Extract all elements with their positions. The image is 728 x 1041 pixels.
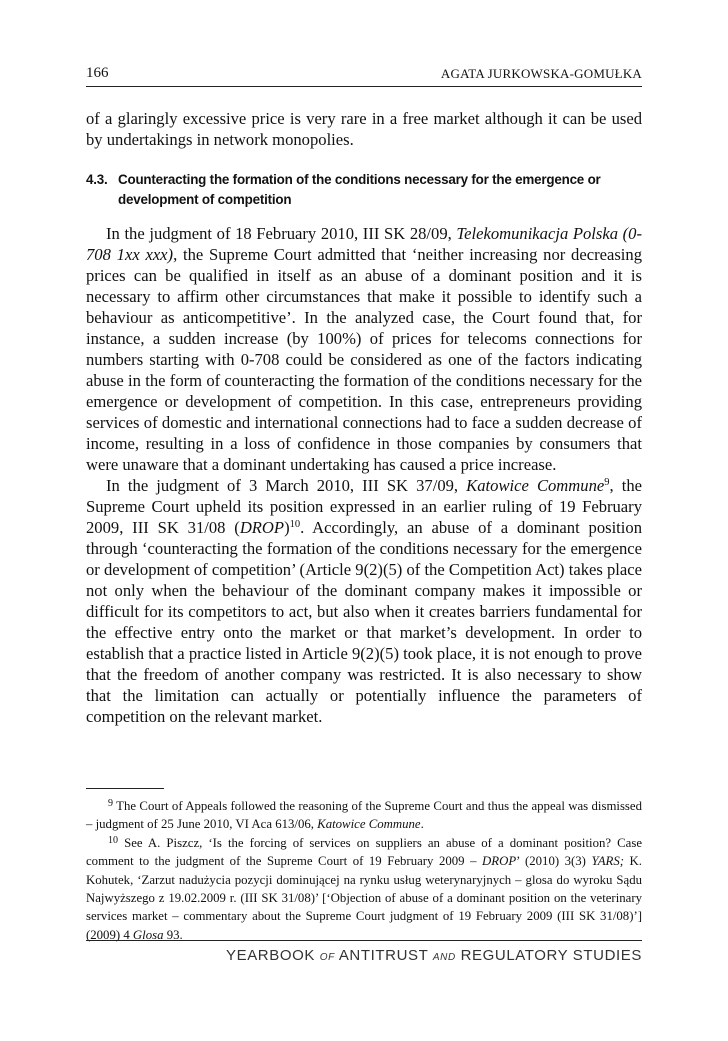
- running-author: AGATA JURKOWSKA-GOMUŁKA: [440, 66, 642, 81]
- para2-text-b: , the Supreme Court upheld its position expressed in an earlier ruling of 19 February 2009, III SK 31/08 (: [86, 476, 642, 537]
- footnote-10-text-d: 93.: [163, 927, 183, 942]
- footnote-9-text-a: The Court of Appeals followed the reasoning of the Supreme Court and thus the appeal was dismissed – judgment of 25 June 2010, VI Aca 613/06,: [86, 799, 642, 832]
- main-text: [86, 108, 642, 727]
- footer-word-yearbook: YEARBOOK: [225, 947, 315, 964]
- footer-word-antitrust: ANTITRUST: [338, 947, 429, 964]
- paragraph-telekomunikacja: [86, 223, 642, 475]
- para2-text-c: ): [284, 518, 290, 537]
- footnote-10-drop: DROP: [482, 854, 517, 869]
- case-name-katowice: Katowice Commune: [466, 476, 605, 495]
- footnote-separator: [86, 788, 164, 789]
- footnote-10-number: 10: [108, 834, 118, 846]
- footnote-10-text-a: See A. Piszcz, ‘Is the forcing of services on suppliers an abuse of a dominant position? Case comment to the judgment of the Supreme Court of 19 February 2009 –: [86, 835, 642, 869]
- para1-text-a: In the judgment of 18 February 2010, III SK 28/09,: [106, 224, 457, 243]
- footnote-ref-9[interactable]: 9: [604, 477, 610, 488]
- footnote-10-text-c: K. Kohutek, ‘Zarzut nadużycia pozycji dominującej na rynku usług weterynaryjnych – glosa do wyroku Sądu Najwyższego z 19.02.2009 r. (III SK 31/08)’ [‘Objection of abuse of a dominant position on the veterinary services market – commentary about the Supreme Court judgment of 19 February 2009 (III SK 31/08)’] (2009) 4: [86, 854, 642, 942]
- para2-text-a: In the judgment of 3 March 2010, III SK 37/09,: [106, 476, 467, 495]
- footnote-10-text-b: ’ (2010) 3(3): [516, 854, 592, 869]
- footer-word-and: AND: [432, 952, 456, 963]
- page-number: 166: [86, 65, 109, 81]
- footnote-10-yars: YARS;: [591, 854, 625, 869]
- footer-word-of: OF: [319, 952, 335, 963]
- footnotes: [86, 797, 642, 944]
- footer-word-regulatory-studies: REGULATORY STUDIES: [460, 947, 642, 964]
- footnote-9: [86, 797, 642, 834]
- intro-paragraph: of a glaringly excessive price is very rare in a free market although it can be used by undertakings in network monopolies.: [86, 109, 642, 149]
- para2-text-d: . Accordingly, an abuse of a dominant position through ‘counteracting the formation of the conditions necessary for the emergence or development of competition’ (Article 9(2)(5) of the Competition Act) takes place not only when the behaviour of the dominant company makes it impossible or difficult for its competitors to act, but also when it creates barriers fundamental for the effective entry onto the market or that market’s development. In order to establish that a practice listed in Article 9(2)(5) took place, it is not enough to prove that the freedom of another company was restricted. It is also necessary to show that the limitation can actually or potentially influence the parameters of competition on the relevant market.: [86, 518, 643, 726]
- case-name-drop: DROP: [239, 518, 285, 537]
- footer-rule: [86, 940, 642, 941]
- footnote-ref-10[interactable]: 10: [289, 519, 301, 530]
- footnote-10-glosa: Glosa: [132, 927, 164, 942]
- footnote-9-case: Katowice Commune: [317, 817, 421, 832]
- journal-footer: [226, 947, 642, 964]
- footnote-9-text-b: .: [420, 817, 424, 832]
- running-header: [86, 64, 642, 87]
- footnote-9-number: 9: [108, 798, 113, 809]
- paragraph-katowice: [86, 475, 642, 727]
- section-title: Counteracting the formation of the conditions necessary for the emergence or development of competition: [118, 172, 601, 207]
- section-heading: [86, 170, 642, 210]
- para1-text-b: , the Supreme Court admitted that ‘neither increasing nor decreasing prices can be qualified in itself as an abuse of a dominant position and it is necessary to affirm other circumstances that make it possible to identify such a behaviour as anticompetitive’. In the analyzed case, the Court found that, for instance, a sudden increase (by 100%) of prices for telecoms connections for numbers starting with 0-708 could be considered as one of the factors indicating abuse in the form of counteracting the formation of the conditions necessary for the emergence or development of competition. In this case, entrepreneurs providing services of domestic and international connections had to face a sudden decrease of income, resulting in a loss of confidence in those companies by consumers that were unaware that a dominant undertaking has caused a price increase.: [86, 245, 642, 474]
- footnote-10: [86, 834, 642, 944]
- section-number: 4.3.: [86, 172, 108, 187]
- case-name-telekomunikacja: Telekomunikacja Polska (0-708 1xx xxx): [86, 224, 642, 264]
